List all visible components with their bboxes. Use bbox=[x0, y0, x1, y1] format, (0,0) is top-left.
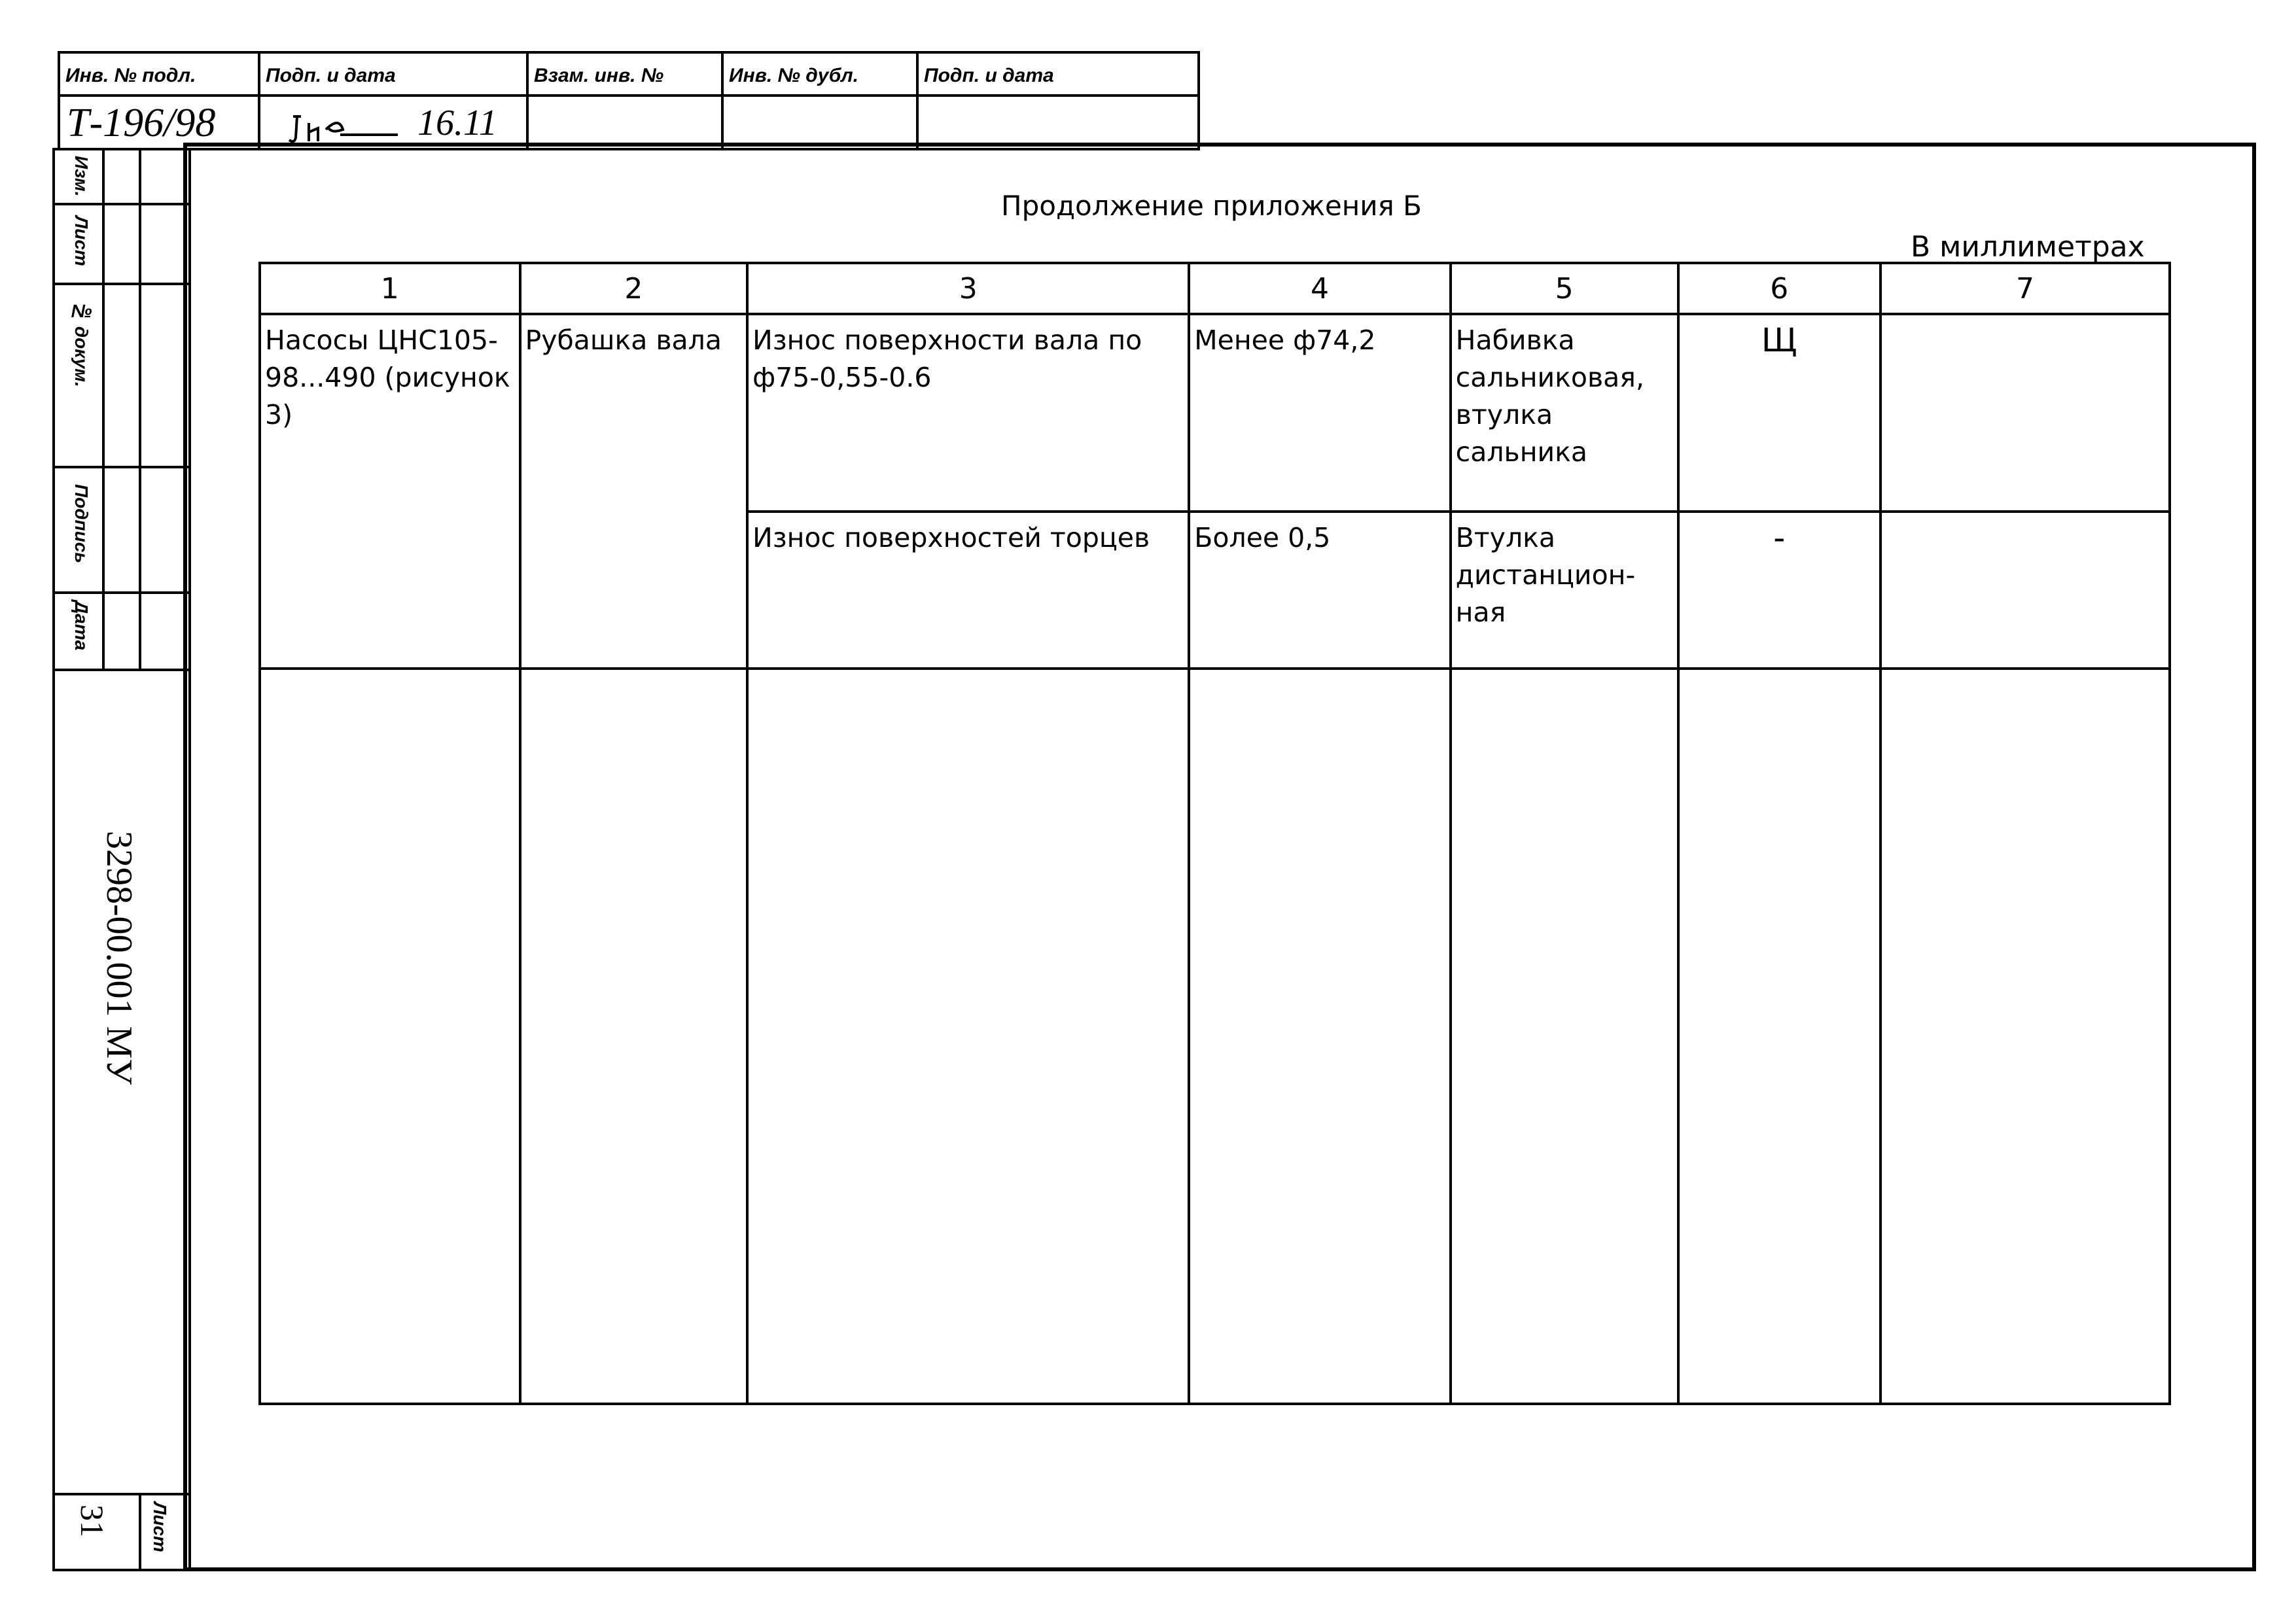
limit-cell: Менее ф74,2 bbox=[1189, 314, 1450, 512]
signature-date: 16.11 bbox=[417, 103, 497, 143]
defect-cell: Износ поверхности вала по ф75-0,55-0.6 bbox=[747, 314, 1189, 512]
revision-label: Лист bbox=[71, 216, 92, 266]
defects-table bbox=[258, 262, 2171, 1405]
sheet-number: 31 bbox=[74, 1505, 111, 1537]
table-row-empty bbox=[260, 669, 2170, 1404]
revision-label: Изм. bbox=[71, 156, 92, 197]
component-cell: Рубашка вала bbox=[520, 314, 748, 669]
note-cell bbox=[1881, 512, 2170, 669]
column-header: 5 bbox=[1451, 263, 1678, 314]
stamp-header-cell: Инв. № подл. bbox=[58, 51, 260, 97]
inventory-number: Т-196/98 bbox=[67, 101, 216, 145]
units-note: В миллиметрах bbox=[1911, 230, 2145, 264]
table-row bbox=[260, 314, 2170, 512]
stamp-header-cell: Взам. инв. № bbox=[526, 51, 724, 97]
part-cell: Насосы ЦНС105-98...490 (рисунок 3) bbox=[260, 314, 520, 669]
column-header: 7 bbox=[1881, 263, 2170, 314]
stamp-header-cell: Инв. № дубл. bbox=[721, 51, 919, 97]
column-header: 2 bbox=[520, 263, 748, 314]
document-code: 3298-00.001 МУ bbox=[99, 831, 139, 1085]
stamp-header-cell: Подп. и дата bbox=[258, 51, 529, 97]
defect-cell: Износ поверхностей торцев bbox=[747, 512, 1189, 669]
replacement-cell: Втулка дистанцион-ная bbox=[1451, 512, 1678, 669]
sheet-label: Лист bbox=[150, 1502, 170, 1552]
replacement-cell: Набивка сальниковая, втулка сальника bbox=[1451, 314, 1678, 512]
caption: Продолжение приложения Б bbox=[1001, 190, 1422, 222]
note-cell bbox=[1881, 314, 2170, 512]
mark-cell: - bbox=[1678, 512, 1881, 669]
revision-label: № докум. bbox=[71, 301, 92, 387]
table-header-row bbox=[260, 263, 2170, 314]
mark-cell: Щ bbox=[1678, 314, 1881, 512]
column-header: 6 bbox=[1678, 263, 1881, 314]
column-header: 3 bbox=[747, 263, 1189, 314]
revision-label: Подпись bbox=[71, 484, 92, 563]
column-header: 1 bbox=[260, 263, 520, 314]
column-header: 4 bbox=[1189, 263, 1450, 314]
limit-cell: Более 0,5 bbox=[1189, 512, 1450, 669]
stamp-header-cell: Подп. и дата bbox=[916, 51, 1200, 97]
revision-label: Дата bbox=[71, 601, 92, 651]
